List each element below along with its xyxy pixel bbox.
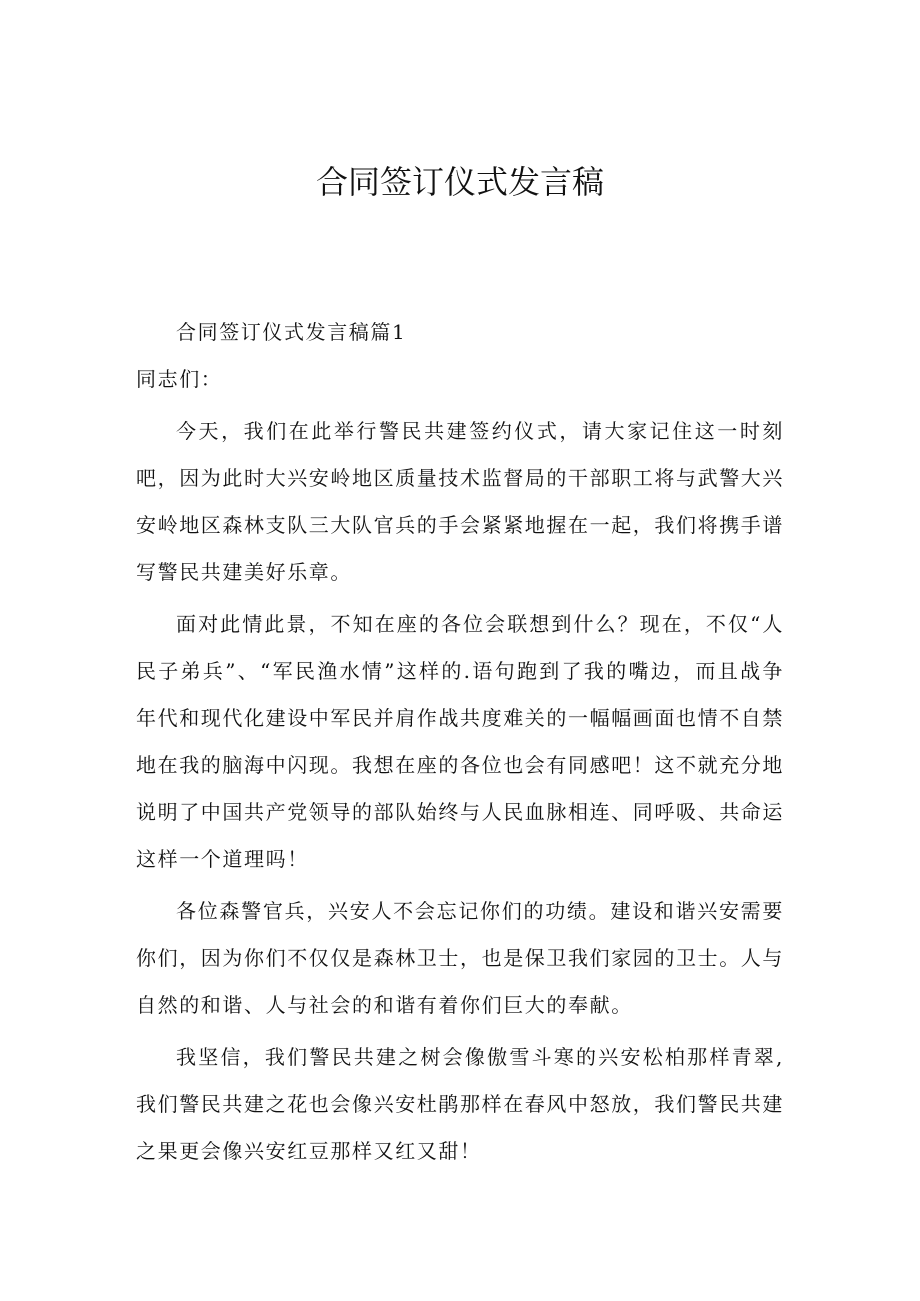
document-title: 合同签订仪式发言稿: [315, 163, 604, 201]
section-heading: 合同签订仪式发言稿篇1: [176, 320, 407, 344]
salutation: 同志们：: [136, 367, 223, 391]
paragraph-4: 我坚信，我们警民共建之树会像傲雪斗寒的兴安松柏那样青翠,我们警民共建之花也会像兴安杜鹃那样在春风中怒放，我们警民共建之果更会像兴安红豆那样又红又甜！: [136, 1045, 784, 1163]
paragraph-1: 今天，我们在此举行警民共建签约仪式，请大家记住这一时刻吧，因为此时大兴安岭地区质量技术监督局的干部职工将与武警大兴安岭地区森林支队三大队官兵的手会紧紧地握在一起，我们将携手谱写警民共建美好乐章。: [136, 419, 784, 584]
paragraph-3: 各位森警官兵，兴安人不会忘记你们的功绩。建设和谐兴安需要你们，因为你们不仅仅是森林卫士，也是保卫我们家园的卫士。人与自然的和谐、人与社会的和谐有着你们巨大的奉献。: [136, 899, 784, 1017]
paragraph-2: 面对此情此景，不知在座的各位会联想到什么？现在，不仅“人民子弟兵”、“军民渔水情”这样的.语句跑到了我的嘴边，而且战争年代和现代化建设中军民并肩作战共度难关的一幅幅画面也情不自禁地在我的脑海中闪现。我想在座的各位也会有同感吧！这不就充分地说明了中国共产党领导的部队始终与人民血脉相连、同呼吸、共命运这样一个道理吗！: [136, 612, 784, 871]
document-body: [136, 309, 784, 1175]
